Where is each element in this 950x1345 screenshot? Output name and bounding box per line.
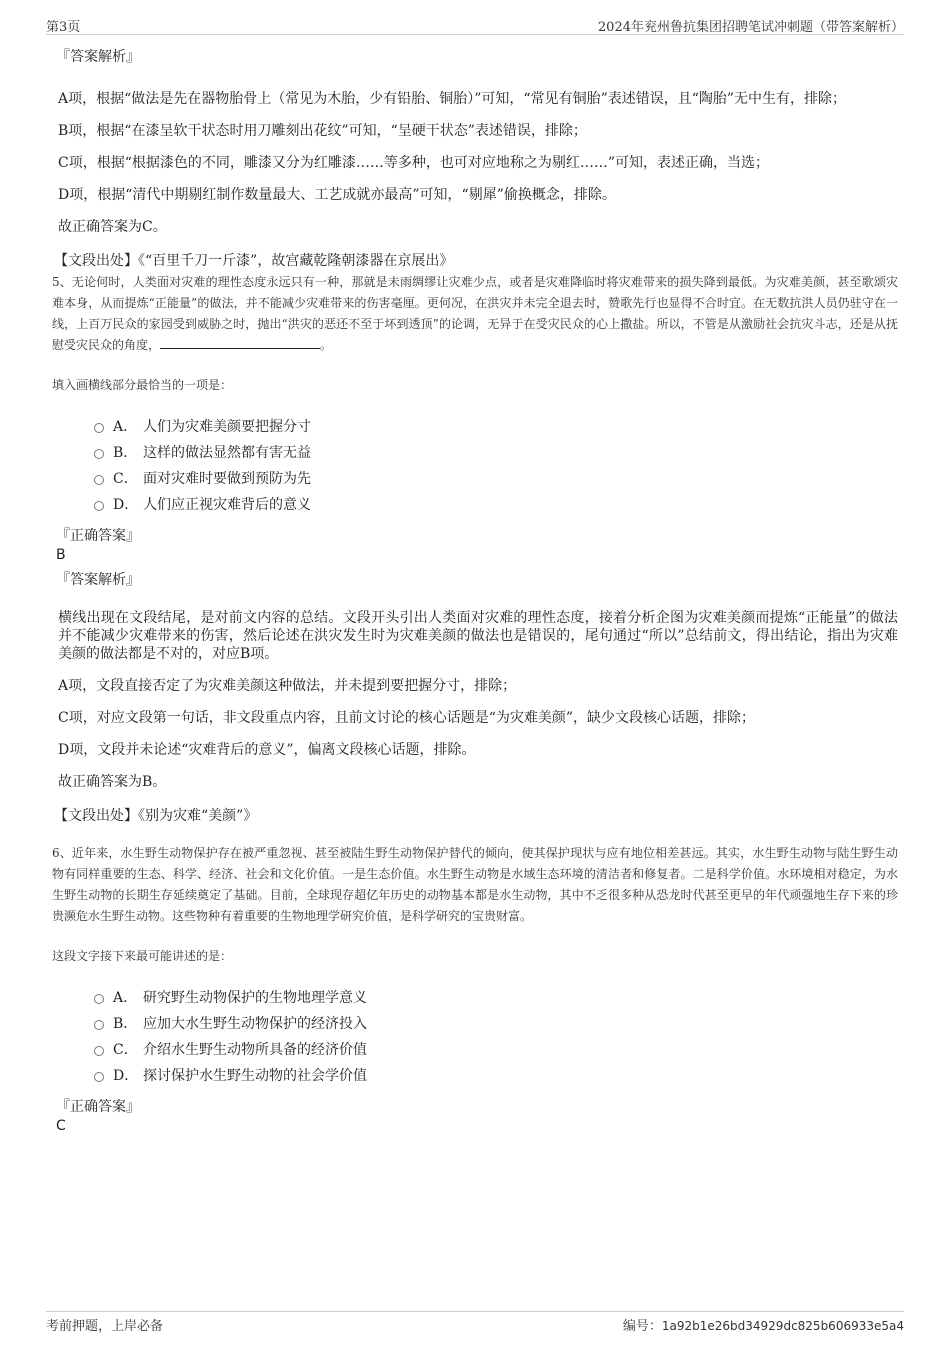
- page-footer: [46, 1311, 904, 1334]
- q4-analysis-c: C项，根据“根据漆色的不同，雕漆又分为红雕漆……等多种，也可对应地称之为剔红……”可知，表述正确，当选；: [58, 155, 770, 171]
- q5-option-a[interactable]: [94, 413, 898, 439]
- radio-icon[interactable]: [94, 501, 104, 511]
- q4-analysis-section: [56, 46, 898, 270]
- q4-analysis-b: B项，根据“在漆呈软干状态时用刀雕刻出花纹”可知，“呈硬干状态”表述错误，排除；: [58, 123, 587, 139]
- option-text: 介绍水生野生动物所具备的经济价值: [143, 1042, 367, 1058]
- q5-answer: B: [56, 547, 66, 563]
- q5-analysis-d: D项，文段并未论述“灾难背后的意义”，偏离文段核心话题，排除。: [58, 742, 476, 758]
- q6-option-c[interactable]: [94, 1036, 898, 1062]
- q6-prompt: 这段文字接下来最可能讲述的是：: [52, 949, 233, 963]
- option-text: 研究野生动物保护的生物地理学意义: [143, 990, 367, 1006]
- q6-options: [94, 984, 898, 1088]
- q4-analysis-label: 『答案解析』: [56, 49, 140, 65]
- q5-conclusion: 故正确答案为B。: [58, 774, 167, 790]
- q6-option-a[interactable]: [94, 984, 898, 1010]
- question-6: [52, 843, 898, 1134]
- q4-source: 【文段出处】《“百里千刀一斤漆”，故宫藏乾隆朝漆器在京展出》: [54, 253, 454, 269]
- q5-prompt: 填入画横线部分最恰当的一项是：: [52, 378, 233, 392]
- q5-text-after: 。: [320, 338, 333, 352]
- option-letter: D．: [113, 1068, 139, 1084]
- radio-icon[interactable]: [94, 1072, 104, 1082]
- q5-analysis-c: C项，对应文段第一句话，非文段重点内容，且前文讨论的核心话题是“为灾难美颜”，缺少文段核心话题，排除；: [58, 710, 756, 726]
- radio-icon[interactable]: [94, 449, 104, 459]
- q5-analysis-a: A项，文段直接否定了为灾难美颜这种做法，并未提到要把握分寸，排除；: [58, 678, 517, 694]
- option-letter: C．: [113, 471, 138, 487]
- footer-slogan: 考前押题，上岸必备: [46, 1319, 164, 1334]
- radio-icon[interactable]: [94, 1020, 104, 1030]
- page-number: 第3页: [46, 20, 81, 35]
- q5-answer-label: 『正确答案』: [56, 528, 140, 544]
- fill-blank-line: [160, 338, 320, 349]
- option-letter: B．: [113, 1016, 138, 1032]
- document-title: 2024年兖州鲁抗集团招聘笔试冲刺题（带答案解析）: [597, 20, 904, 35]
- q6-text: 6、近年来，水生野生动物保护存在被严重忽视、甚至被陆生野生动物保护替代的倾向，使其保护现状与应有地位相差甚远。其实，水生野生动物与陆生野生动物有同样重要的生态、科学、经济、社会和文化价值。一是生态价值。水生野生动物是水域生态环境的清洁者和修复者。二是科学价值。水环境相对稳定，为水生野生动物的长期生存延续奠定了基础。目前，全球现存超亿年历史的动物基本都是水生动物，其中不乏很多种从恐龙时代甚至更早的年代顽强地生存下来的珍贵濒危水生野生动物。这些物种有着重要的生物地理学研究价值，是科学研究的宝贵财富。: [52, 846, 898, 923]
- q5-option-b[interactable]: [94, 439, 898, 465]
- radio-icon[interactable]: [94, 1046, 104, 1056]
- q6-answer: C: [56, 1118, 66, 1134]
- q5-text: [52, 272, 898, 356]
- q5-text-before: 5、无论何时，人类面对灾难的理性态度永远只有一种，那就是未雨绸缪让灾难少点，或者是灾难降临时将灾难带来的损失降到最低。为灾难美颜，甚至歌颂灾难本身，从而提炼“正能量”的做法，并不能减少灾难带来的伤害毫厘。更何况，在洪灾并未完全退去时，赞歌先行也显得不合时宜。在无数抗洪人员仍驻守在一线，上百万民众的家园受到威胁之时，抛出“洪灾的恶还不至于坏到透顶”的论调，无异于在受灾民众的心上撒盐。所以，不管是从激励社会抗灾斗志，还是从抚慰受灾民众的角度，: [52, 275, 898, 352]
- option-text: 面对灾难时要做到预防为先: [143, 471, 311, 487]
- option-text: 人们应正视灾难背后的意义: [143, 497, 311, 513]
- option-text: 人们为灾难美颜要把握分寸: [143, 419, 311, 435]
- question-5: [52, 272, 898, 825]
- option-text: 这样的做法显然都有害无益: [143, 445, 311, 461]
- q5-option-d[interactable]: [94, 491, 898, 517]
- q6-answer-label: 『正确答案』: [56, 1099, 140, 1115]
- option-letter: D．: [113, 497, 139, 513]
- page-header: [46, 14, 904, 35]
- q5-analysis-main: 横线出现在文段结尾，是对前文内容的总结。文段开头引出人类面对灾难的理性态度，接着分析企图为灾难美颜而提炼“正能量”的做法并不能减少灾难带来的伤害，然后论述在洪灾发生时为灾难美颜的做法也是错误的，尾句通过“所以”总结前文，得出结论，指出为灾难美颜的做法都是不对的，对应B项。: [58, 610, 898, 662]
- radio-icon[interactable]: [94, 994, 104, 1004]
- q6-option-d[interactable]: [94, 1062, 898, 1088]
- q5-options: [94, 413, 898, 517]
- radio-icon[interactable]: [94, 475, 104, 485]
- option-letter: C．: [113, 1042, 138, 1058]
- option-text: 探讨保护水生野生动物的社会学价值: [143, 1068, 367, 1084]
- q4-conclusion: 故正确答案为C。: [58, 219, 167, 235]
- q4-analysis-a: A项，根据“做法是先在器物胎骨上（常见为木胎，少有铅胎、铜胎）”可知，“常见有铜胎”表述错误，且“陶胎”无中生有，排除；: [58, 91, 847, 107]
- code-label: 编号：: [622, 1319, 662, 1334]
- option-text: 应加大水生野生动物保护的经济投入: [143, 1016, 367, 1032]
- option-letter: A．: [113, 990, 138, 1006]
- q5-option-c[interactable]: [94, 465, 898, 491]
- q5-analysis-label: 『答案解析』: [56, 572, 140, 588]
- code-value: 1a92b1e26bd34929dc825b606933e5a4: [661, 1319, 904, 1333]
- option-letter: A．: [113, 419, 138, 435]
- q5-source: 【文段出处】《别为灾难“美颜”》: [54, 808, 258, 824]
- option-letter: B．: [113, 445, 138, 461]
- radio-icon[interactable]: [94, 423, 104, 433]
- q6-option-b[interactable]: [94, 1010, 898, 1036]
- q4-analysis-d: D项，根据“清代中期剔红制作数量最大、工艺成就亦最高”可知，“剔犀”偷换概念，排除。: [58, 187, 616, 203]
- footer-code: [623, 1315, 904, 1334]
- page-content: [52, 46, 898, 1140]
